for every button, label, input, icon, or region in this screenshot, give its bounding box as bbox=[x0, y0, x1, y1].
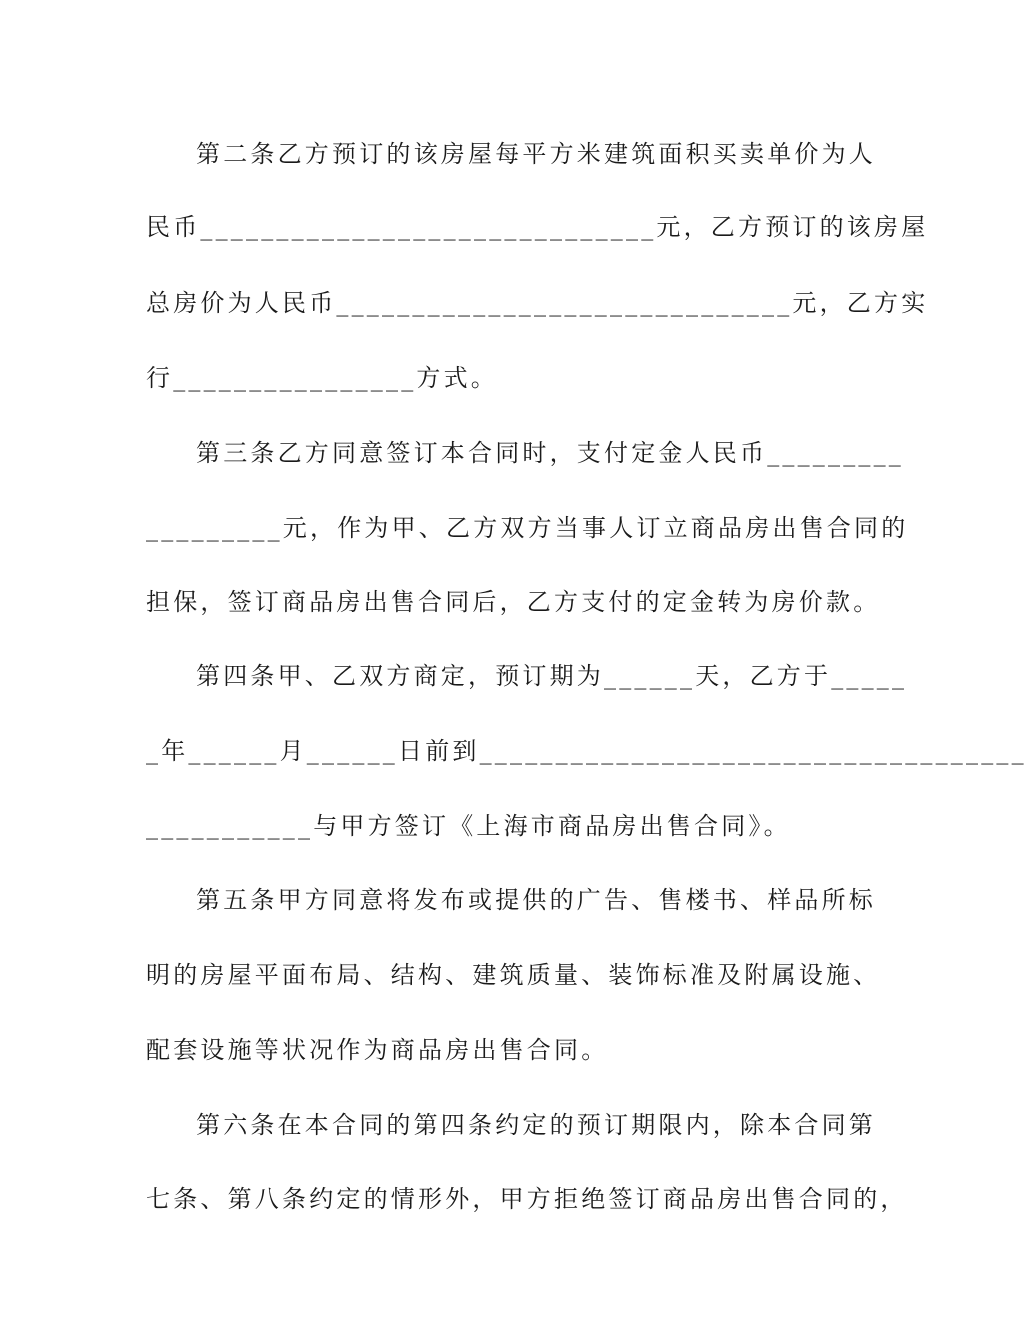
article-6-line-1: 第六条在本合同的第四条约定的预订期限内，除本合同第 bbox=[196, 1111, 876, 1139]
article-6-line-2: 七条、第八条约定的情形外，甲方拒绝签订商品房出售合同的， bbox=[146, 1185, 908, 1213]
article-3-line-3: 担保，签订商品房出售合同后，乙方支付的定金转为房价款。 bbox=[146, 588, 881, 616]
article-4-line-3: ___________与甲方签订《上海市商品房出售合同》。 bbox=[146, 812, 791, 840]
article-3-line-1: 第三条乙方同意签订本合同时，支付定金人民币_________ bbox=[196, 439, 904, 467]
article-5-line-3: 配套设施等状况作为商品房出售合同。 bbox=[146, 1036, 609, 1064]
article-5-line-1: 第五条甲方同意将发布或提供的广告、售楼书、样品所标 bbox=[196, 886, 876, 914]
article-2-line-3: 总房价为人民币______________________________元，乙方实 bbox=[146, 289, 929, 317]
article-2-line-4: 行________________方式。 bbox=[146, 364, 498, 392]
article-5-line-2: 明的房屋平面布局、结构、建筑质量、装饰标准及附属设施、 bbox=[146, 961, 881, 989]
article-2-line-2: 民币______________________________元，乙方预订的该房屋 bbox=[146, 213, 929, 241]
article-4-line-2: _年______月______日前到____________________________________ bbox=[146, 737, 1027, 765]
article-3-line-2: _________元，作为甲、乙方双方当事人订立商品房出售合同的 bbox=[146, 514, 909, 542]
article-2-line-1: 第二条乙方预订的该房屋每平方米建筑面积买卖单价为人 bbox=[196, 140, 876, 168]
article-4-line-1: 第四条甲、乙双方商定，预订期为______天，乙方于_____ bbox=[196, 662, 908, 690]
